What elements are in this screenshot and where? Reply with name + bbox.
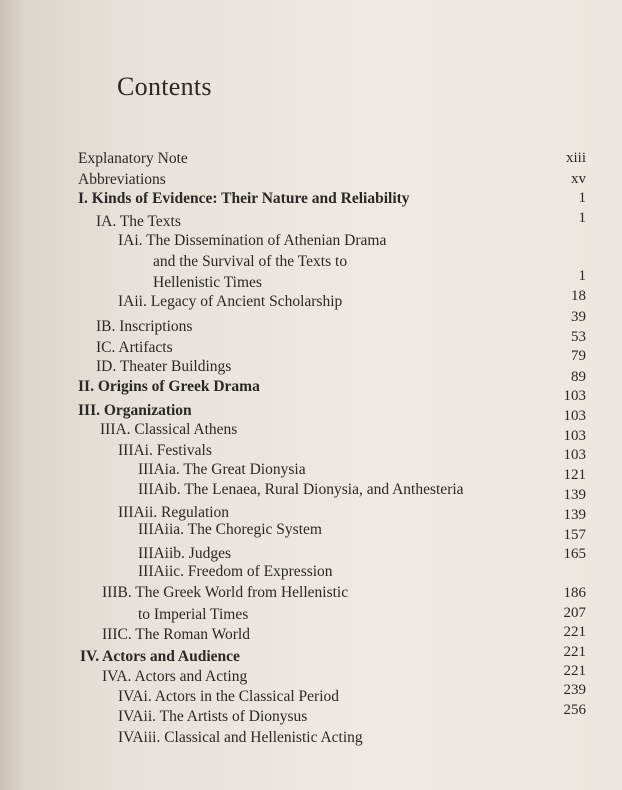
toc-page-number: 256 xyxy=(563,702,586,718)
toc-entry-legacy-scholarship: IAii. Legacy of Ancient Scholarship xyxy=(118,293,343,310)
toc-page-number: 1 xyxy=(578,210,586,226)
toc-page-number: 1 xyxy=(578,268,586,284)
toc-entry-greek-world-line2: to Imperial Times xyxy=(138,606,249,623)
toc-entry-artifacts: IC. Artifacts xyxy=(96,339,173,356)
toc-page-number: 207 xyxy=(563,605,586,621)
toc-page-number: 1 xyxy=(578,190,586,206)
toc-entry-theater-buildings: ID. Theater Buildings xyxy=(96,358,232,375)
toc-page-number: xiii xyxy=(565,150,586,166)
toc-entry-artists-dionysus: IVAii. The Artists of Dionysus xyxy=(118,708,308,725)
toc-page-number: 89 xyxy=(571,369,586,385)
toc-entry-inscriptions: IB. Inscriptions xyxy=(96,318,193,335)
toc-page-number: 79 xyxy=(571,348,586,364)
toc-entry-origins: II. Origins of Greek Drama xyxy=(78,378,260,395)
toc-page-number: 221 xyxy=(563,624,586,640)
toc-entry-dissemination-line3: Hellenistic Times xyxy=(153,274,262,291)
toc-entry-great-dionysia: IIIAia. The Great Dionysia xyxy=(138,461,306,478)
toc-entry-kinds-of-evidence: I. Kinds of Evidence: Their Nature and Reliability xyxy=(78,190,410,207)
toc-entry-greek-world: IIIB. The Greek World from Hellenistic xyxy=(102,584,349,601)
toc-page-number: 39 xyxy=(571,309,586,325)
toc-page-number: 165 xyxy=(563,546,586,562)
toc-entry-dissemination: IAi. The Dissemination of Athenian Drama xyxy=(118,232,387,249)
toc-entry-classical-period: IVAi. Actors in the Classical Period xyxy=(118,688,339,705)
toc-page-number: 139 xyxy=(563,487,586,503)
toc-entry-actors-audience: IV. Actors and Audience xyxy=(80,648,240,665)
toc-entry-abbreviations: Abbreviations xyxy=(78,171,166,188)
toc-page-number: 239 xyxy=(563,682,586,698)
toc-entry-festivals: IIIAi. Festivals xyxy=(118,442,212,459)
toc-entry-roman-world: IIIC. The Roman World xyxy=(102,626,250,643)
toc-page-number: 18 xyxy=(571,288,586,304)
toc-entry-freedom-expression: IIIAiic. Freedom of Expression xyxy=(138,563,333,580)
toc-page-number: 53 xyxy=(571,329,586,345)
toc-entry-hellenistic-acting: IVAiii. Classical and Hellenistic Acting xyxy=(118,729,363,746)
toc-page-number: xv xyxy=(571,171,586,187)
toc-page-number: 221 xyxy=(563,644,586,660)
page-title: Contents xyxy=(117,72,212,102)
toc-entry-regulation: IIIAii. Regulation xyxy=(118,504,230,521)
toc-entry-the-texts: IA. The Texts xyxy=(96,213,181,230)
toc-entry-classical-athens: IIIA. Classical Athens xyxy=(100,421,238,438)
toc-entry-dissemination-line2: and the Survival of the Texts to xyxy=(153,253,348,270)
toc-page-number: 121 xyxy=(563,467,586,483)
toc-entry-organization: III. Organization xyxy=(78,402,192,419)
toc-page-number: 103 xyxy=(563,408,586,424)
toc-entry-lenaea: IIIAib. The Lenaea, Rural Dionysia, and Anthesteria xyxy=(138,481,464,498)
toc-entry-explanatory-note: Explanatory Note xyxy=(78,150,188,167)
toc-page-number: 157 xyxy=(563,527,586,543)
toc-page-number: 221 xyxy=(563,663,586,679)
toc-page-number: 103 xyxy=(563,447,586,463)
toc-entry-judges: IIIAiib. Judges xyxy=(138,545,231,562)
toc-entry-choregic-system: IIIAiia. The Choregic System xyxy=(138,521,322,538)
toc-page-number: 139 xyxy=(563,507,586,523)
toc-page-number: 103 xyxy=(563,428,586,444)
toc-page-number: 103 xyxy=(563,388,586,404)
toc-entry-actors-acting: IVA. Actors and Acting xyxy=(102,668,248,685)
toc-page-number: 186 xyxy=(563,585,586,601)
